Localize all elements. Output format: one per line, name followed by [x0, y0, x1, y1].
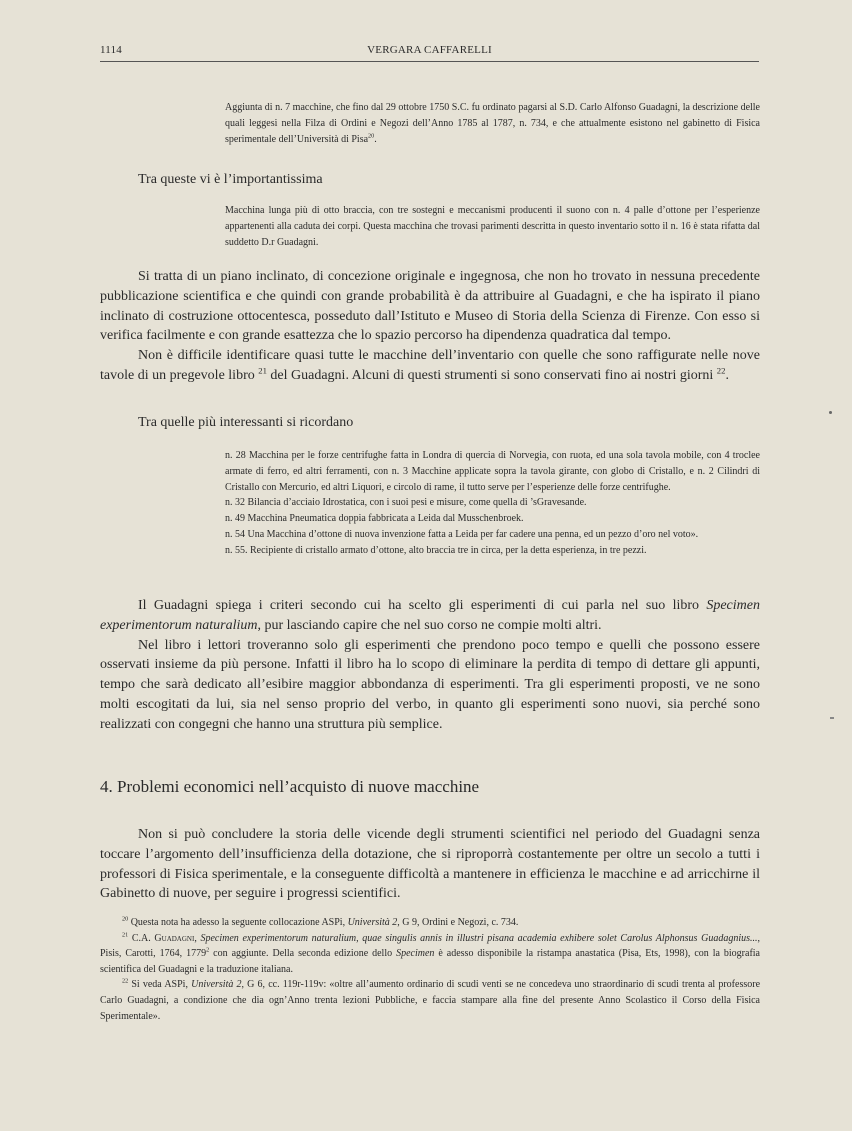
paragraph: Non si può concludere la storia delle vicende degli strumenti scientifici nel periodo del Guadagni senza toccare l’argomento dell’insufficienza della dotazione, che si riproporrà costantemente per oltre un secolo a tutti i professori di Fisica sperimentale, e la conseguente difficoltà a mantenere in efficienza le macchine e ad arricchirne il Gabinetto di nuove, per seguire i progressi scientifici. [100, 827, 760, 902]
paragraph: Il Guadagni spiega i criteri secondo cui ha scelto gli esperimenti di cui parla nel suo libro Specimen experimentorum naturalium, pur lasciando capire che nel suo corso ne compie molti altri. [100, 598, 760, 633]
scan-speck [830, 717, 834, 719]
intro-line-1: Tra queste vi è l’importantissima [138, 172, 323, 187]
page-number: 1114 [100, 44, 122, 56]
scan-speck [829, 411, 832, 414]
list-item: n. 32 Bilancia d’acciaio Idrostatica, con i suoi pesi e misure, come quella di ’sGravesande. [225, 497, 587, 509]
body-section-3 [100, 825, 760, 904]
block-quote-machine [225, 203, 760, 250]
footnote-20: $^{20}$ Questa nota ha adesso la seguente collocazione ASPi, Università 2, G 9, Ordini e Negozi, c. 734. [122, 915, 519, 928]
running-header [100, 44, 759, 60]
footnote-ref-21[interactable]: 21 [258, 365, 267, 376]
footnote-21: $^{21}$ C.A. Guadagni, Specimen experimentorum naturalium, quae singulis annis in illustri pisana academia exhibere solet Carolus Alphonsus Guadagnius..., Pisis, Carotti, 1764, 1779$^2$ con aggiunte. Della seconda edizione dello Specimen è adesso disponibile la ristampa anastatica (Pisa, Ets, 1998), con la biografia scientifica del Guadagni e la traduzione italiana. [100, 931, 760, 975]
section-heading: 4. Problemi economici nell’acquisto di nuove macchine [100, 777, 480, 796]
header-rule [100, 61, 759, 62]
list-item: n. 28 Macchina per le forze centrifughe fatta in Londra di quercia di Norvegia, con ruota, ed una sola tavola mobile, con 4 troclee armate di ferro, ed altri ferramenti, con n. 3 Macchine applicate sopra la tavola girante, con globo di Cristallo, e n. 2 Cilindri di Cristallo con Mercurio, ed altri Liquori, e circolo di rame, il tutto serve per l’esperienze delle forze centrifughe. [225, 450, 760, 493]
list-item: n. 55. Recipiente di cristallo armato d’ottone, alto braccia tre in circa, per la detta esperienza, in tre pezzi. [225, 544, 647, 556]
inventory-list [225, 448, 760, 559]
book-title: Specimen experimentorum naturalium [100, 598, 760, 633]
quote1-text: Aggiunta di n. 7 macchine, che fino dal 29 ottobre 1750 S.C. fu ordinato pagarsi al S.D. Carlo Alfonso Guadagni, la descrizione delle quali leggesi nella Filza di Ordini e Negozi dell’Anno 1785 al 1787, n. 734, e che attualmente esistono nel gabinetto di Fisica sperimentale dell’Università di Pisa [225, 102, 760, 145]
quote2-text: Macchina lunga più di otto braccia, con tre sostegni e meccanismi producenti il suono con n. 4 palle d’ottone per l’esperienze appartenenti alla caduta dei corpi. Questa macchina che trovasi parimenti descritta in questo inventario sotto il n. 16 è stata rifatta dal suddetto D.r Guadagni. [225, 205, 760, 248]
paragraph: Si tratta di un piano inclinato, di concezione originale e ingegnosa, che non ho trovato in nessuna precedente pubblicazione scientifica e che quindi con grande probabilità è da attribuire al Guadagni, e che ha ispirato il piano inclinato di costruzione ottocentesca, posseduto dall’Istituto e Museo di Storia della Scienza di Firenze. Con esso si verifica facilmente e con grande esattezza che lo spazio percorso ha dipendenza quadratica dal tempo. [100, 269, 760, 344]
list-item: n. 49 Macchina Pneumatica doppia fabbricata a Leida dal Musschenbroek. [225, 513, 524, 525]
footnote-ref-20[interactable]: 20 [368, 132, 375, 140]
paragraph: Nel libro i lettori troveranno solo gli esperimenti che prendono poco tempo e quelli che possono essere osservati insieme da più persone. Infatti il libro ha lo scopo di eliminare la perdita di tempo di dettare gli appunti, tempo che sarà dedicato all’esibire maggior abbondanza di esperimenti. Tra gli esperimenti proposti, ve ne sono molti escogitati da lui, sia nel senso proprio del verbo, in quanto gli esperimenti sono nuovi, sia perché sono realizzati con congegni che hanno una struttura più semplice. [100, 637, 760, 732]
block-quote-inventory: Aggiunta di n. 7 macchine, che fino dal 29 ottobre 1750 S.C. fu ordinato pagarsi al S.D. Carlo Alfonso Guadagni, la descrizione delle quali leggesi nella Filza di Ordini e Negozi dell’Anno 1785 al 1787, n. 734, e che attualmente esistono nel gabinetto di Fisica sperimentale dell’Università di Pisa$^{20}$. [225, 102, 760, 145]
list-item: n. 54 Una Macchina d’ottone di nuova invenzione fatta a Leida per far cadere una penna, ed un pezzo d’oro nel voto». [225, 528, 699, 540]
body-section-2 [100, 596, 760, 735]
body-section-1 [100, 267, 760, 386]
paragraph: Non è difficile identificare quasi tutte le macchine dell’inventario con quelle che sono raffigurate nelle nove tavole di un pregevole libro $^{21}$ del Guadagni. Alcuni di questi strumenti si sono conservati fino ai nostri giorni $^{22}$. [100, 348, 760, 383]
footnote-22: $^{22}$ Si veda ASPi, Università 2, G 6, cc. 119r-119v: «oltre all’aumento ordinario di scudi venti se ne concedeva uno straordinario di scudi trenta al professore Carlo Guadagni, a condizione che dia ogn’Anno trenta lezioni Pubbliche, e faccia stampare alla fine del presente Anno Scolastico il Corso della Fisica Sperimentale». [100, 978, 761, 1022]
running-title: VERGARA CAFFARELLI [367, 44, 492, 56]
intro-line-2: Tra quelle più interessanti si ricordano [138, 415, 354, 430]
footnotes [100, 915, 760, 1024]
footnote-ref-22[interactable]: 22 [716, 365, 726, 376]
